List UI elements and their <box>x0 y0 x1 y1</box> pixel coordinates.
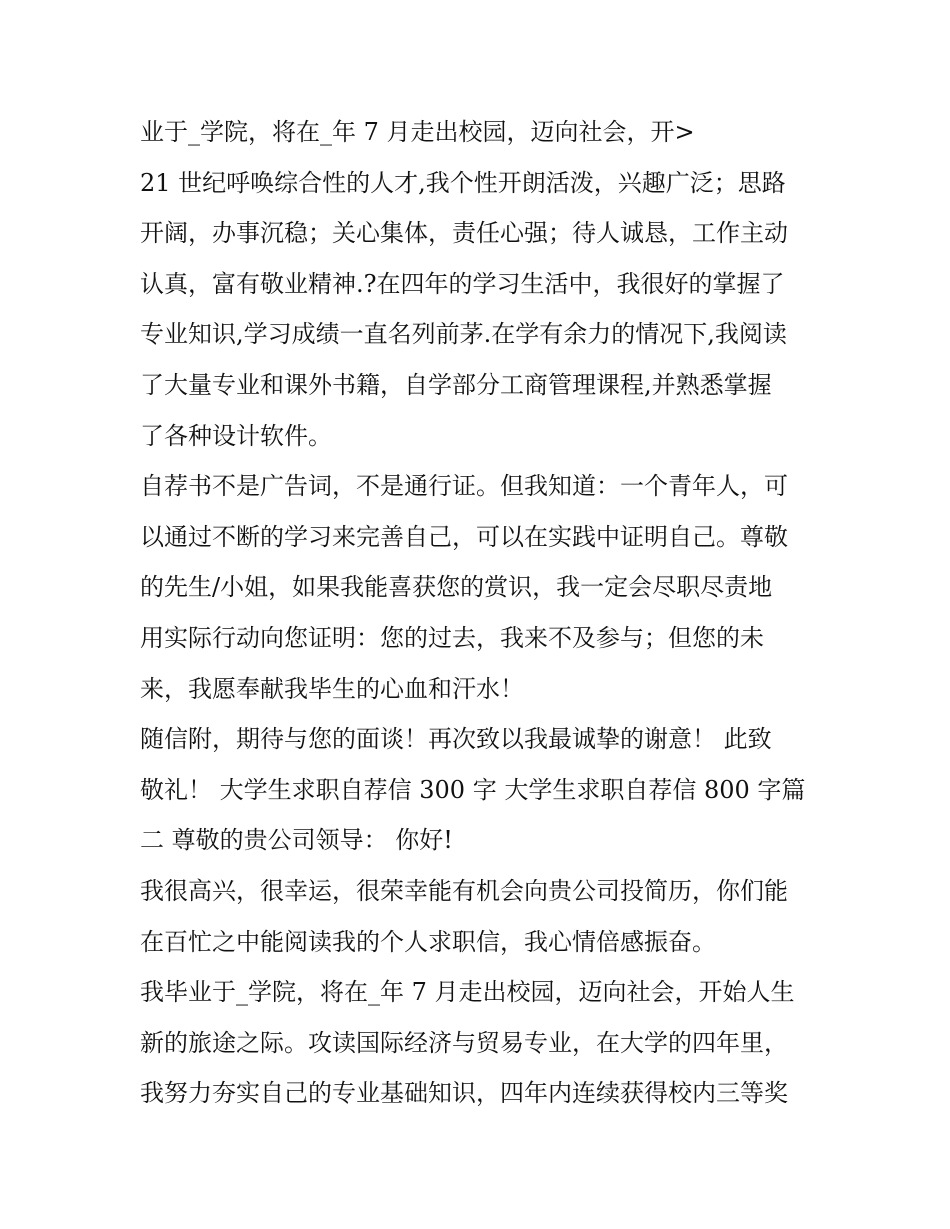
text-line: 开阔，办事沉稳；关心集体，责任心强；待人诚恳，工作主动 <box>140 219 788 248</box>
text-line: 我毕业于_学院，将在_年 7 月走出校园，迈向社会，开始人生 <box>140 978 795 1007</box>
text-line: 以通过不断的学习来完善自己，可以在实践中证明自己。尊敬 <box>140 522 788 551</box>
text-line: 我很高兴，很幸运，很荣幸能有机会向贵公司投简历，你们能 <box>140 876 788 905</box>
text-line: 用实际行动向您证明：您的过去，我来不及参与；但您的未 <box>140 623 764 652</box>
text-line: 敬礼！ 大学生求职自荐信 300 字 大学生求职自荐信 800 字篇 <box>140 775 806 804</box>
text-line: 了大量专业和课外书籍，自学部分工商管理课程,并熟悉掌握 <box>140 370 772 399</box>
text-line: 业于_学院，将在_年 7 月走出校园，迈向社会，开> <box>140 118 695 146</box>
text-line: 来，我愿奉献我毕生的心血和汗水！ <box>140 674 524 703</box>
text-line: 新的旅途之际。攻读国际经济与贸易专业，在大学的四年里， <box>140 1028 788 1057</box>
text-line: 了各种设计软件。 <box>140 421 332 450</box>
text-line: 认真，富有敬业精神.?在四年的学习生活中，我很好的掌握了 <box>140 269 785 298</box>
text-line: 的先生/小姐，如果我能喜获您的赏识，我一定会尽职尽责地 <box>140 573 773 602</box>
document-body <box>140 107 830 1119</box>
text-line: 21 世纪呼唤综合性的人才,我个性开朗活泼，兴趣广泛；思路 <box>140 168 786 197</box>
text-line: 随信附，期待与您的面谈！再次致以我最诚挚的谢意！ 此致 <box>140 725 772 754</box>
text-line: 在百忙之中能阅读我的个人求职信，我心情倍感振奋。 <box>140 927 716 956</box>
text-line: 二 尊敬的贵公司领导： 你好! <box>140 826 453 855</box>
text-line: 我努力夯实自己的专业基础知识，四年内连续获得校内三等奖 <box>140 1079 788 1108</box>
text-line: 专业知识,学习成绩一直名列前茅.在学有余力的情况下,我阅读 <box>140 320 787 349</box>
text-line: 自荐书不是广告词，不是通行证。但我知道：一个青年人，可 <box>140 472 788 501</box>
